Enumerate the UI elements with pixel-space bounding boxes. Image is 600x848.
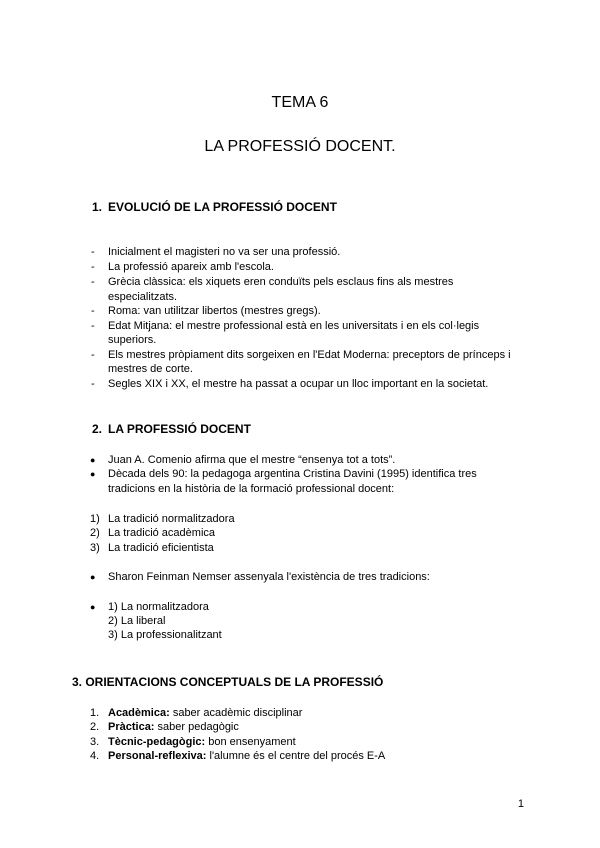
section-2-number: 2. <box>92 422 103 436</box>
dash-marker: - <box>91 349 95 361</box>
section-1-number: 1. <box>92 200 103 214</box>
bullet-icon: ● <box>90 602 96 612</box>
page-number: 1 <box>517 798 524 810</box>
list-item: Grècia clàssica: els xiquets eren conduïts pels esclaus fins als mestres <box>108 276 454 288</box>
orientation-description: l'alumne és el centre del procés E-A <box>206 750 386 762</box>
list-item-continuation: superiors. <box>108 334 157 346</box>
list-item: Edat Mitjana: el mestre professional està en les universitats i en els col·legis <box>108 320 480 332</box>
feinman-tradition: 3) La professionalitzant <box>108 629 222 641</box>
tradition-item: La tradició acadèmica <box>108 527 216 539</box>
orientation-item <box>108 720 239 734</box>
dash-marker: - <box>91 305 95 317</box>
tradition-number: 2) <box>90 527 100 539</box>
dash-marker: - <box>91 276 95 288</box>
list-item: Inicialment el magisteri no va ser una professió. <box>108 246 341 258</box>
orientation-description: bon ensenyament <box>205 736 296 748</box>
orientation-term: Tècnic-pedagògic: <box>108 736 206 748</box>
dash-marker: - <box>91 261 95 273</box>
orientation-item <box>108 706 302 720</box>
bullet-icon: ● <box>90 455 96 465</box>
tradition-item: La tradició eficientista <box>108 542 214 554</box>
list-item: Segles XIX i XX, el mestre ha passat a ocupar un lloc important en la societat. <box>108 378 489 390</box>
section-1-heading: EVOLUCIÓ DE LA PROFESSIÓ DOCENT <box>108 200 337 214</box>
list-item: Els mestres pròpiament dits sorgeixen en l'Edat Moderna: preceptors de prínceps i <box>108 349 511 361</box>
feinman-tradition: 1) La normalitzadora <box>108 601 209 613</box>
orientation-number: 4. <box>90 750 100 762</box>
orientation-term: Acadèmica: <box>108 707 170 719</box>
bullet-item: Dècada dels 90: la pedagoga argentina Cristina Davini (1995) identifica tres <box>108 468 477 480</box>
bullet-item-continuation: tradicions en la història de la formació professional docent: <box>108 483 395 495</box>
topic-label: TEMA 6 <box>271 94 329 111</box>
tradition-number: 1) <box>90 513 100 525</box>
list-item: La professió apareix amb l'escola. <box>108 261 274 273</box>
bullet-item: Juan A. Comenio afirma que el mestre “ensenya tot a tots”. <box>108 454 396 466</box>
orientation-item <box>108 735 296 749</box>
orientation-description: saber acadèmic disciplinar <box>169 707 303 719</box>
orientation-number: 1. <box>90 707 100 719</box>
tradition-number: 3) <box>90 542 100 554</box>
tradition-item: La tradició normalitzadora <box>108 513 235 525</box>
bullet-item: Sharon Feinman Nemser assenyala l'existència de tres tradicions: <box>108 571 430 583</box>
section-2-heading: LA PROFESSIÓ DOCENT <box>108 422 251 436</box>
orientation-term: Personal-reflexiva: <box>108 750 207 762</box>
list-item-continuation: mestres de corte. <box>108 363 193 375</box>
dash-marker: - <box>91 320 95 332</box>
bullet-icon: ● <box>90 572 96 582</box>
orientation-item <box>108 749 385 763</box>
bullet-icon: ● <box>90 469 96 479</box>
dash-marker: - <box>91 246 95 258</box>
orientation-term: Pràctica: <box>108 721 155 733</box>
section-3-heading: 3. ORIENTACIONS CONCEPTUALS DE LA PROFESSIÓ <box>72 675 384 689</box>
list-item: Roma: van utilitzar libertos (mestres gregs). <box>108 305 321 317</box>
dash-marker: - <box>91 378 95 390</box>
feinman-tradition: 2) La liberal <box>108 615 166 627</box>
orientation-number: 3. <box>90 736 100 748</box>
orientation-number: 2. <box>90 721 100 733</box>
document-title: LA PROFESSIÓ DOCENT. <box>204 138 396 155</box>
orientation-description: saber pedagògic <box>154 721 239 733</box>
list-item-continuation: especialitzats. <box>108 291 178 303</box>
